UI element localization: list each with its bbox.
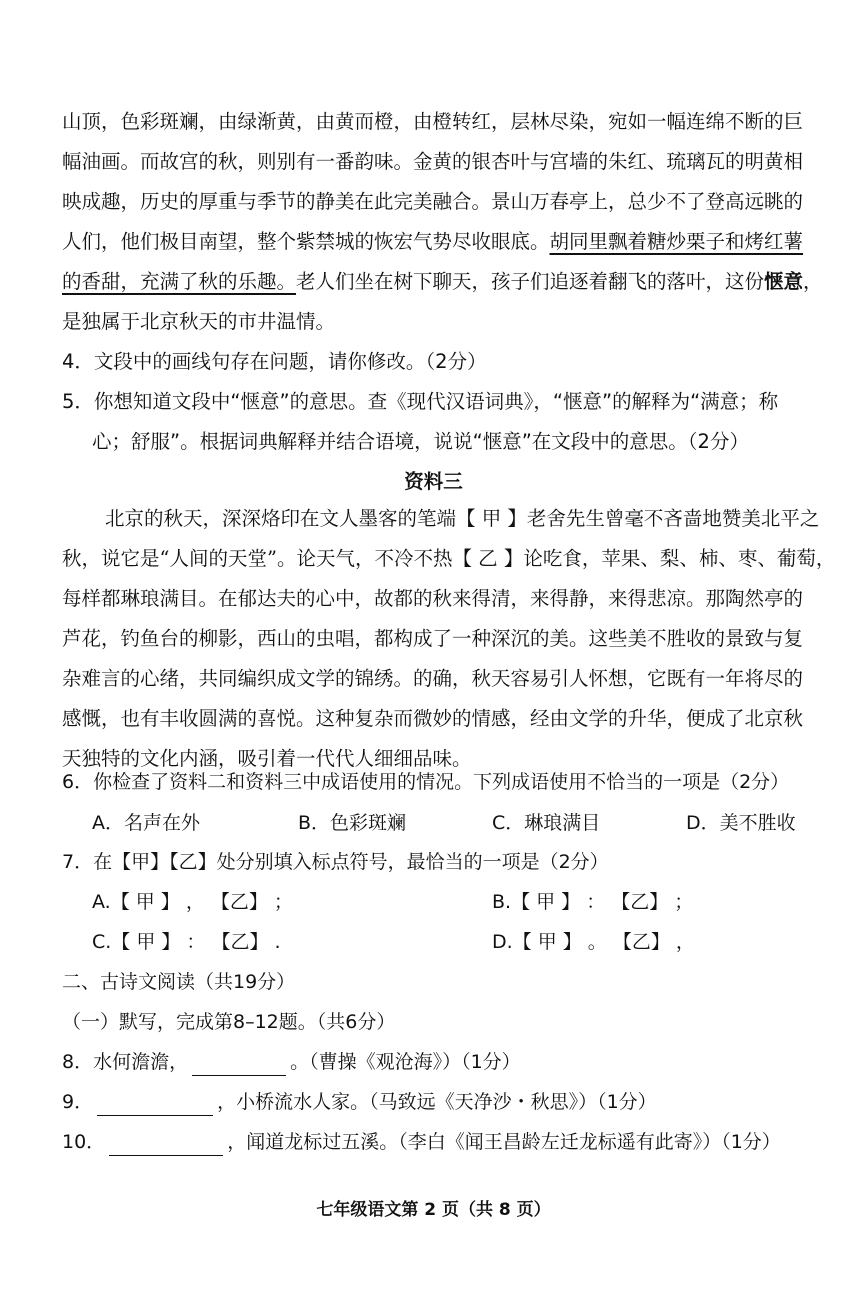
- material3-line-5: 杂难言的心绪，共同编织成文学的锦绣。的确，秋天容易引人怀想，它既有一年将尽的: [62, 667, 804, 690]
- material3-title: 资料三: [404, 470, 463, 493]
- material3-line-3: 每样都琳琅满目。在郁达夫的心中，故都的秋来得清，来得静，来得悲凉。那陶然亭的: [62, 587, 804, 610]
- keyword-qieyi: 惬意: [764, 270, 804, 293]
- underlined-sentence-part2: 的香甜，充满了秋的乐趣。: [62, 270, 297, 293]
- question-8: [62, 1048, 521, 1076]
- q7-option-d[interactable]: D.【 甲 】 。 【乙】 ，: [492, 931, 695, 953]
- question-9: [62, 1088, 657, 1116]
- material3-line-4: 芦花，钓鱼台的柳影，西山的虫唱，都构成了一种深沉的美。这些美不胜收的景致与复: [62, 627, 804, 650]
- material3-line-6: 感慨，也有丰收圆满的喜悦。这种复杂而微妙的情感，经由文学的升华，便成了北京秋: [62, 707, 804, 730]
- question-6: 6．你检查了资料二和资料三中成语使用的情况。下列成语使用不恰当的一项是（2分）: [62, 771, 790, 793]
- q8-answer-blank[interactable]: [192, 1055, 286, 1076]
- question-4: 4．文段中的画线句存在问题，请你修改。（2分）: [62, 350, 487, 373]
- comma: ，: [803, 270, 823, 293]
- q7-option-c[interactable]: C.【 甲 】 ： 【乙】 .: [92, 931, 281, 953]
- section-2-heading: 二、古诗文阅读（共19分）: [62, 971, 296, 993]
- material3-line-1: 北京的秋天，深深烙印在文人墨客的笔端【 甲 】老舍先生曾毫不吝啬地赞美北平之: [105, 507, 820, 530]
- q6-option-d[interactable]: D．美不胜收: [686, 812, 796, 834]
- q9-source: ，小桥流水人家。（马致远《天净沙・秋思》）（1分）: [217, 1091, 657, 1113]
- q10-source: ，闻道龙标过五溪。（李白《闻王昌龄左迁龙标遥有此寄》）（1分）: [227, 1131, 781, 1153]
- q7-option-a[interactable]: A.【 甲 】 ， 【乙】 ；: [92, 891, 293, 913]
- material2-line-5: [62, 268, 823, 296]
- material2-line-6: 是独属于北京秋天的市井温情。: [62, 310, 336, 333]
- q10-answer-blank[interactable]: [109, 1135, 223, 1156]
- material3-line-7: 天独特的文化内涵，吸引着一代代人细细品味。: [62, 747, 472, 770]
- subsection-1-heading: （一）默写，完成第8–12题。（共6分）: [62, 1011, 396, 1033]
- material3-line-2: 秋，说它是“人间的天堂”。论天气，不冷不热【 乙 】论吃食，苹果、梨、柿、枣、葡萄，: [62, 547, 836, 570]
- material2-line-1: 山顶，色彩斑斓，由绿渐黄，由黄而橙，由橙转红，层林尽染，宛如一幅连绵不断的巨: [62, 110, 804, 133]
- material2-line-4: [62, 228, 803, 256]
- page-footer: 七年级语文第 2 页（共 8 页）: [316, 1200, 551, 1220]
- material2-line-2: 幅油画。而故宫的秋，则别有一番韵味。金黄的银杏叶与宫墙的朱红、琉璃瓦的明黄相: [62, 150, 804, 173]
- q9-answer-blank[interactable]: [97, 1095, 213, 1116]
- material2-text: 老人们坐在树下聊天，孩子们追逐着翻飞的落叶，这份: [296, 270, 765, 293]
- q6-option-a[interactable]: A．名声在外: [92, 812, 200, 834]
- question-10: [62, 1128, 781, 1156]
- q6-option-c[interactable]: C．琳琅满目: [492, 812, 601, 834]
- question-5-line-2: 心；舒服”。根据词典解释并结合语境，说说“惬意”在文段中的意思。（2分）: [92, 430, 749, 453]
- q9-number: 9．: [62, 1091, 94, 1113]
- question-7: 7．在【甲】【乙】处分别填入标点符号，最恰当的一项是（2分）: [62, 851, 609, 873]
- material2-line-3: 映成趣，历史的厚重与季节的静美在此完美融合。景山万春亭上，总少不了登高远眺的: [62, 190, 804, 213]
- q10-number: 10．: [62, 1131, 106, 1153]
- q8-source: 。（曹操《观沧海》）（1分）: [290, 1051, 521, 1073]
- underlined-sentence-part1: 胡同里飘着糖炒栗子和烤红薯: [549, 230, 804, 253]
- material2-text: 人们，他们极目南望，整个紫禁城的恢宏气势尽收眼底。: [62, 230, 550, 253]
- q8-prompt: 8．水何澹澹，: [62, 1051, 189, 1073]
- question-5-line-1: 5．你想知道文段中“惬意”的意思。查《现代汉语词典》，“惬意”的解释为“满意；称: [62, 390, 779, 413]
- q7-option-b[interactable]: B.【 甲 】 ： 【乙】 ；: [492, 891, 694, 913]
- q6-option-b[interactable]: B．色彩斑斓: [298, 812, 407, 834]
